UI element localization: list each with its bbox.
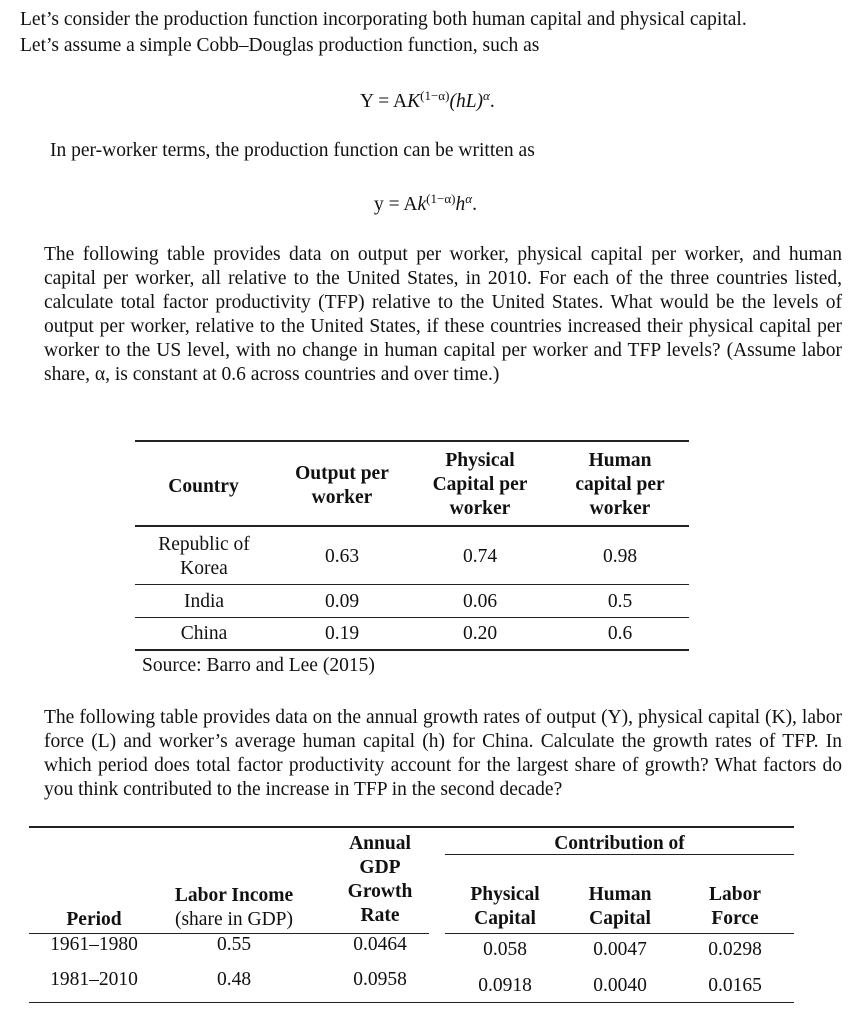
table-1-top-rule [135, 440, 689, 442]
table-2-row-1-period: 1961–1980 [50, 934, 138, 955]
table-2-header-period: Period [66, 909, 122, 930]
table-2-header-gdp [325, 832, 435, 928]
header-gdp-line-2: GDP [359, 857, 401, 878]
eq1-rest: (hL) [449, 91, 484, 112]
eq1-base: K [407, 91, 421, 112]
header-gdp-line-3: Growth [347, 881, 413, 902]
eq1-end: . [489, 91, 495, 112]
question-2 [8, 706, 842, 802]
table-2-contribution-rule [445, 854, 794, 855]
header-gdp-line-4: Rate [360, 905, 400, 926]
table-2-row-1-labor: 0.0298 [708, 939, 762, 960]
header-human-capital-line-2: Capital [589, 908, 651, 929]
table-1-header-country: Country [168, 476, 239, 497]
table-2-row-2-human: 0.0040 [593, 975, 647, 996]
eq2-base: k [417, 194, 427, 215]
table-1-row-2-country: India [183, 591, 225, 612]
table-1-row-1-output: 0.63 [324, 546, 360, 567]
eq2-rest: h [455, 194, 466, 215]
question-1-text: The following table provides data on output per worker, physical capital per worker, and human capital per worker, all relative to the United States, in 2010. For each of the three countries listed, calculate total factor productivity (TFP) relative to the United States. What would be the levels of output per worker, relative to the United States, if these countries increased their physical capital per worker to the US level, with no change in human capital per worker and TFP levels? (Assume labor share, α, is constant at 0.6 across countries and over time.) [44, 244, 842, 385]
eq1-exponent-2: α [483, 87, 490, 103]
header-physical-line-3: worker [449, 498, 511, 519]
table-1-row-3-human: 0.6 [607, 623, 633, 644]
table-1-row-3-physical: 0.20 [462, 623, 498, 644]
table-2-header-labor-income [159, 884, 309, 932]
table-2-header-physical [455, 883, 555, 931]
question-2-text: The following table provides data on the annual growth rates of output (Y), physical capital (K), labor force (L) and worker’s average human capital (h) for China. Calculate the growth rates of TFP. In which period does total factor productivity account for the largest share of growth? What factors do you think contributed to the increase in TFP in the second decade? [44, 707, 842, 800]
eq2-exponent-2: α [465, 190, 473, 206]
header-human-line-1: Human [588, 450, 652, 471]
header-gdp-line-1: Annual [349, 833, 411, 854]
equation-1 [360, 87, 495, 114]
header-labor-force-line-1: Labor [708, 884, 761, 905]
eq1-exponent: (1−α) [420, 87, 450, 103]
table-2-row-1-physical: 0.058 [483, 939, 527, 960]
header-human-capital-line-1: Human [588, 884, 652, 905]
table-1-header-physical [415, 449, 545, 521]
header-human-line-2: capital per [575, 474, 665, 495]
table-1-row-2-output: 0.09 [324, 591, 360, 612]
question-2-number [8, 706, 44, 730]
header-labor-force-line-2: Force [711, 908, 759, 929]
table-1-header-human [555, 449, 685, 521]
table-2-row-1-labor-income: 0.55 [216, 934, 252, 955]
table-1-source: Source: Barro and Lee (2015) [142, 655, 375, 676]
equation-2 [374, 190, 477, 217]
table-2 [29, 826, 794, 1006]
eq2-exponent: (1−α) [426, 190, 456, 206]
header-human-line-3: worker [589, 498, 651, 519]
table-1-row-2-physical: 0.06 [462, 591, 498, 612]
intro-line-2: Let’s assume a simple Cobb–Douglas production function, such as [20, 35, 540, 56]
table-2-row-2-gdp: 0.0958 [353, 969, 407, 990]
header-labor-income-line-2: (share in GDP) [174, 909, 294, 930]
eq2-end: . [472, 194, 477, 215]
table-1-bottom-rule [135, 649, 689, 651]
korea-line-2: Korea [180, 558, 228, 579]
table-2-row-2-labor-income: 0.48 [216, 969, 252, 990]
table-1-header-output [277, 462, 407, 510]
table-1-row-3-country: China [180, 623, 228, 644]
header-physical-line-2: Capital per [432, 474, 528, 495]
korea-line-1: Republic of [158, 534, 250, 555]
header-physical-line-1: Physical [445, 450, 515, 471]
table-1-row-2-human: 0.5 [607, 591, 633, 612]
table-2-bottom-rule [29, 1002, 794, 1003]
header-output-line-2: worker [311, 487, 373, 508]
table-2-row-2-labor: 0.0165 [708, 975, 762, 996]
table-2-row-1-human: 0.0047 [593, 939, 647, 960]
table-2-row-2-period: 1981–2010 [50, 969, 138, 990]
table-1-row-1-country [135, 533, 273, 581]
question-1-number [8, 243, 44, 267]
table-1-row-rule-2 [135, 617, 689, 618]
table-1-row-1-human: 0.98 [602, 546, 638, 567]
per-worker-text: In per-worker terms, the production function can be written as [50, 140, 535, 161]
table-1 [135, 440, 689, 655]
eq2-lhs: y = A [374, 194, 418, 215]
table-1-row-rule-1 [135, 584, 689, 585]
table-2-header-contribution: Contribution of [554, 833, 685, 854]
question-1 [8, 243, 842, 387]
table-2-top-rule [29, 826, 794, 828]
header-physical-capital-line-1: Physical [470, 884, 540, 905]
table-1-row-1-physical: 0.74 [462, 546, 498, 567]
header-physical-capital-line-2: Capital [474, 908, 536, 929]
intro-line-1: Let’s consider the production function incorporating both human capital and physical capital. [20, 9, 747, 30]
table-2-header-rule-right [445, 933, 794, 934]
eq1-lhs: Y = A [360, 91, 408, 112]
table-1-header-rule [135, 525, 689, 527]
header-output-line-1: Output per [295, 463, 389, 484]
table-1-row-3-output: 0.19 [324, 623, 360, 644]
header-labor-income-line-1: Labor Income [174, 885, 294, 906]
table-2-row-1-gdp: 0.0464 [353, 934, 407, 955]
table-2-header-labor [685, 883, 785, 931]
table-2-header-human [570, 883, 670, 931]
table-2-row-2-physical: 0.0918 [478, 975, 532, 996]
